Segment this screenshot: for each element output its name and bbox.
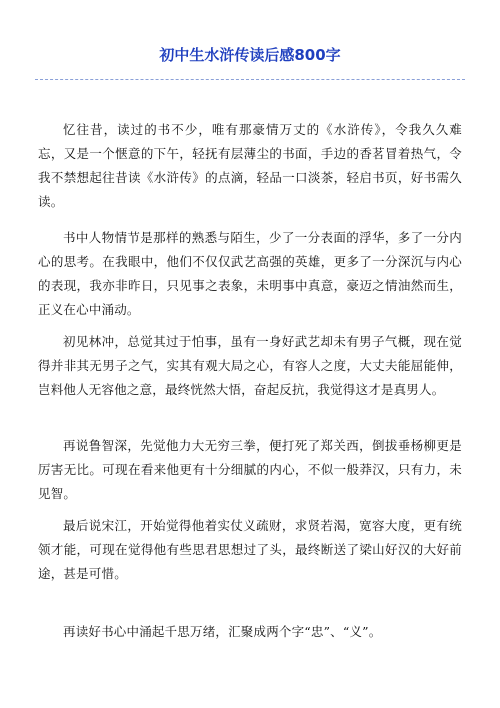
title-divider	[35, 79, 465, 80]
paragraph-5: 最后说宋江，开始觉得他着实仗义疏财，求贤若渴，宽容大度，更有统领才能，可现在觉得他有些思君思想过了头，最终断送了梁山好汉的大好前途，甚是可惜。	[38, 518, 462, 581]
document-title: 初中生水浒传读后感800字	[159, 46, 341, 64]
paragraph-3: 初见林冲，总觉其过于怕事，虽有一身好武艺却未有男子气概，现在觉得并非其无男子之气，实其有观大局之心，有容人之度，大丈夫能屈能伸，岂料他人无容他之意，最终恍然大悟，奋起反抗，我觉得这才是真男人。	[38, 334, 462, 397]
paragraph-1: 忆往昔，读过的书不少，唯有那豪情万丈的《水浒传》，令我久久难忘，又是一个惬意的下午，轻抚有层薄尘的书面，手边的香茗冒着热气，令我不禁想起往昔读《水浒传》的点滴，轻品一口淡茶，轻启书页，好书需久读。	[38, 122, 462, 209]
paragraph-4: 再说鲁智深，先觉他力大无穷三拳，便打死了郑关西，倒拔垂杨柳更是厉害无比。可现在看来他更有十分细腻的内心，不似一般莽汉，只有力，未见智。	[38, 438, 462, 501]
paragraph-6: 再读好书心中涌起千思万绪，汇聚成两个字“忠”、“义”。	[63, 624, 382, 639]
paragraph-2: 书中人物情节是那样的熟悉与陌生，少了一分表面的浮华，多了一分内心的思考。在我眼中，他们不仅仅武艺高强的英雄，更多了一分深沉与内心的表现，我亦非昨日，只见事之表象，未明事中真意，豪迈之情油然而生，正义在心中涌动。	[38, 230, 462, 317]
